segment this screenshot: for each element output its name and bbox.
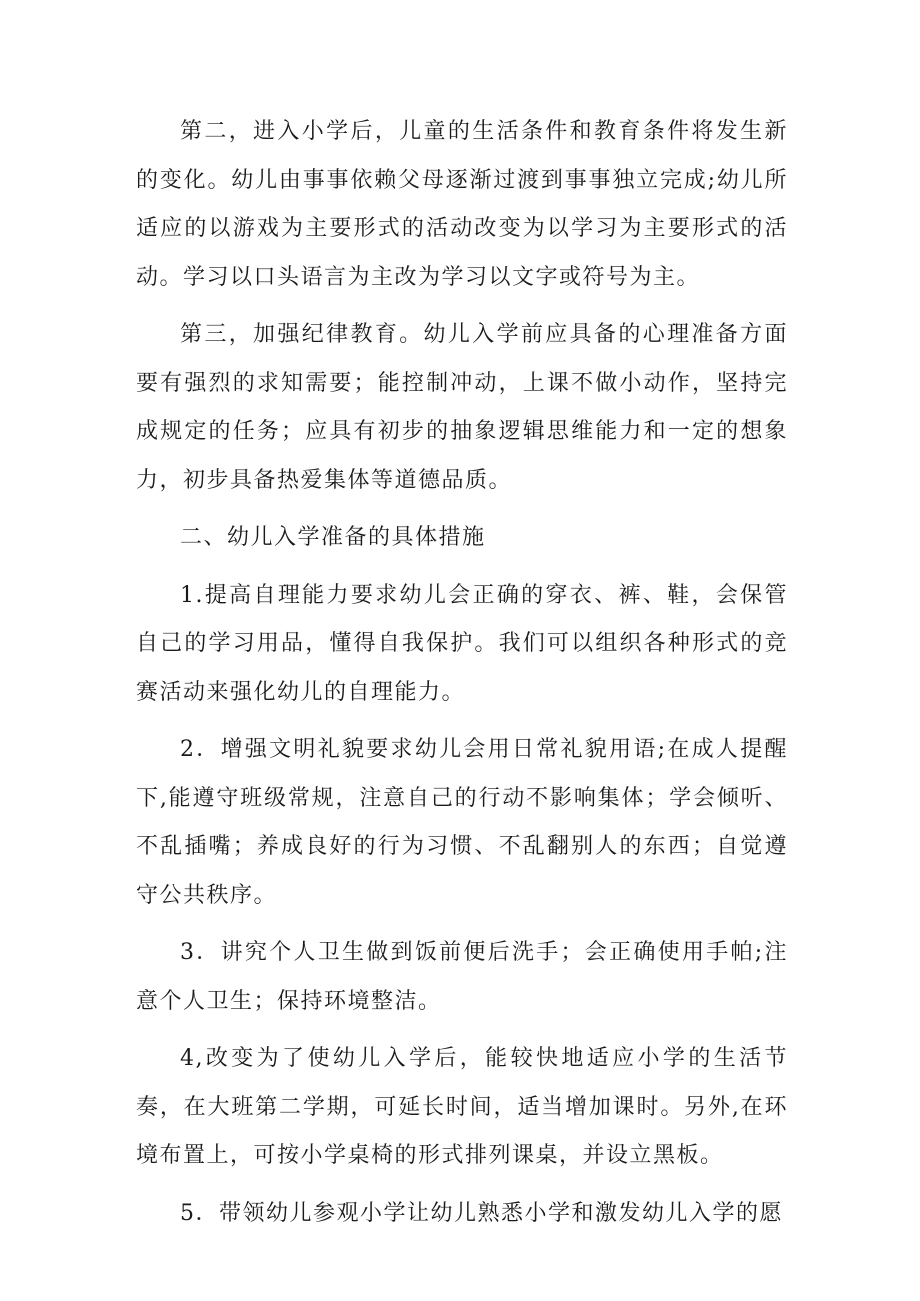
paragraph-measure-3: 3．讲究个人卫生做到饭前便后洗手；会正确使用手帕;注意个人卫生；保持环境整洁。 <box>136 940 788 1014</box>
section-heading-measures: 二、幼儿入学准备的具体措施 <box>180 525 486 550</box>
paragraph-measure-4: 4,改变为了使幼儿入学后，能较快地适应小学的生活节奏，在大班第二学期，可延长时间，适当增加课时。另外,在环境布置上，可按小学桌椅的形式排列课桌，并设立黑板。 <box>136 1046 788 1168</box>
paragraph-second-point: 第二，进入小学后，儿童的生活条件和教育条件将发生新的变化。幼儿由事事依赖父母逐渐过渡到事事独立完成;幼儿所适应的以游戏为主要形式的活动改变为以学习为主要形式的活动。学习以口头语言为主改为学习以文字或符号为主。 <box>136 119 788 290</box>
paragraph-third-point: 第三，加强纪律教育。幼儿入学前应具备的心理准备方面要有强烈的求知需要；能控制冲动，上课不做小动作，坚持完成规定的任务；应具有初步的抽象逻辑思维能力和一定的想象力，初步具备热爱集体等道德品质。 <box>136 322 788 493</box>
paragraph-measure-5: 5．带领幼儿参观小学让幼儿熟悉小学和激发幼儿入学的愿 <box>180 1200 783 1226</box>
document-body <box>136 108 788 1247</box>
paragraph-measure-2: 2．增强文明礼貌要求幼儿会用日常礼貌用语;在成人提醒下,能遵守班级常规，注意自己的行动不影响集体；学会倾听、不乱插嘴；养成良好的行为习惯、不乱翻别人的东西；自觉遵守公共秩序。 <box>136 737 788 908</box>
paragraph-measure-1: 1.提高自理能力要求幼儿会正确的穿衣、裤、鞋，会保管自己的学习用品，懂得自我保护。我们可以组织各种形式的竞赛活动来强化幼儿的自理能力。 <box>136 582 788 705</box>
